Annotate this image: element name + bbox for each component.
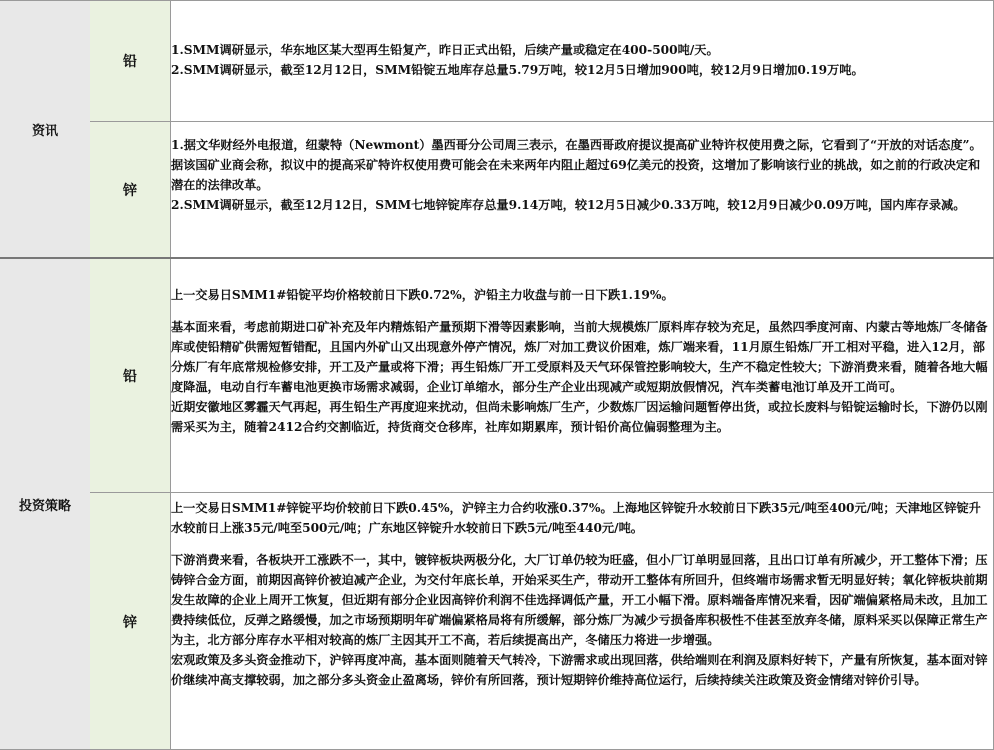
strategy-zinc-outlook: 宏观政策及多头资金推动下，沪锌再度冲高，基本面则随着天气转冷，下游需求或出现回落，供给端则在利润及原料好转下，产量有所恢复，基本面对锌价继续冲高支撑较弱，加之部分多头资金止盈离场，锌价有所回落，预计短期锌价维持高位运行，后续持续关注政策及资金情绪对锌价引导。 [171, 653, 988, 687]
strategy-zinc-price: 上一交易日SMM1#锌锭平均价较前日下跌0.45%，沪锌主力合约收涨0.37%。上海地区锌锭升水较前日下跌35元/吨至400元/吨；天津地区锌锭升水较前日上涨35元/吨至500元/吨；广东地区锌锭升水较前日下跌5元/吨至440元/吨。 [171, 501, 981, 535]
metal-label-zinc-strategy: 锌 [90, 493, 171, 750]
news-zinc-item-1: 1.据文华财经外电报道，纽蒙特（Newmont）墨西哥分公司周三表示，在墨西哥政府提议提高矿业特许权使用费之际，它看到了“开放的对话态度”。据该国矿业商会称，拟议中的提高采矿特许权使用费可能会在未来两年内阻止超过69亿美元的投资，这增加了影响该行业的挑战，如之前的行政决定和潜在的法律改革。 [171, 138, 982, 192]
news-lead-content [171, 40, 988, 80]
category-news: 资讯 [0, 1, 91, 257]
news-zinc-item-2: 2.SMM调研显示，截至12月12日，SMM七地锌锭库存总量9.14万吨，较12月5日减少0.33万吨，较12月9日减少0.09万吨，国内库存录减。 [171, 198, 966, 212]
metal-label-zinc-news: 锌 [90, 122, 171, 257]
strategy-lead-outlook: 近期安徽地区雾霾天气再起，再生铅生产再度迎来扰动，但尚未影响炼厂生产，少数炼厂因运输问题暂停出货，或拉长废料与铅锭运输时长，下游仍以刚需采买为主，随着2412合约交割临近，持货商交仓移库，社库如期累库，预计铅价高位偏弱整理为主。 [171, 400, 988, 434]
divider-news-lead-zinc [90, 121, 994, 122]
metal-label-lead-news: 铅 [90, 1, 171, 121]
strategy-lead-fundamentals: 基本面来看，考虑前期进口矿补充及年内精炼铅产量预期下滑等因素影响，当前大规模炼厂原料库存较为充足，虽然四季度河南、内蒙古等地炼厂冬储备库或使铅精矿供需短暂错配，且国内外矿山又出现意外停产情况，炼厂对加工费议价困难，炼厂端来看，11月原生铅炼厂开工相对平稳，进入12月，部分炼厂有年底常规检修安排，开工及产量或将下滑；再生铅炼厂开工受原料及天气环保管控影响较大，生产不稳定性较大；下游消费来看，随着各地大幅度降温，电动自行车蓄电池更换市场需求减弱，企业订单缩水，部分生产企业出现减产或短期放假情况，汽车类蓄电池订单及开工尚可。 [171, 320, 988, 394]
news-lead-item-2: 2.SMM调研显示，截至12月12日，SMM铅锭五地库存总量5.79万吨，较12月5日增加900吨，较12月9日增加0.19万吨。 [171, 63, 864, 77]
category-strategy: 投资策略 [0, 259, 91, 750]
news-lead-item-1: 1.SMM调研显示，华东地区某大型再生铅复产，昨日正式出铅，后续产量或稳定在400-500吨/天。 [171, 43, 719, 57]
strategy-zinc-content [171, 498, 988, 690]
divider-strategy-lead-zinc [90, 492, 994, 493]
strategy-lead-price: 上一交易日SMM1#铅锭平均价格较前日下跌0.72%，沪铅主力收盘与前一日下跌1.19%。 [171, 288, 674, 302]
strategy-zinc-fundamentals: 下游消费来看，各板块开工涨跌不一，其中，镀锌板块两极分化，大厂订单仍较为旺盛，但小厂订单明显回落，且出口订单有所减少，开工整体下滑；压铸锌合金方面，前期因高锌价被迫减产企业，为交付年底长单，开始采买生产，带动开工整体有所回升，但终端市场需求暂无明显好转；氧化锌板块前期发生故障的企业上周开工恢复，但近期有部分企业因高锌价利润不佳选择调低产量，开工小幅下滑。原料端备库情况来看，因矿端偏紧格局未改，且加工费持续低位，反弹之路缓慢，加之市场预期明年矿端偏紧格局将有所缓解，部分炼厂为减少亏损备库积极性不佳甚至放弃冬储，原料采买以保障正常生产为主，北方部分库存水平相对较高的炼厂主因其开工不高，若后续提高出产，冬储压力将进一步增强。 [171, 553, 988, 647]
news-zinc-content [171, 135, 988, 215]
strategy-lead-content [171, 285, 988, 437]
metal-label-lead-strategy: 铅 [90, 259, 171, 492]
